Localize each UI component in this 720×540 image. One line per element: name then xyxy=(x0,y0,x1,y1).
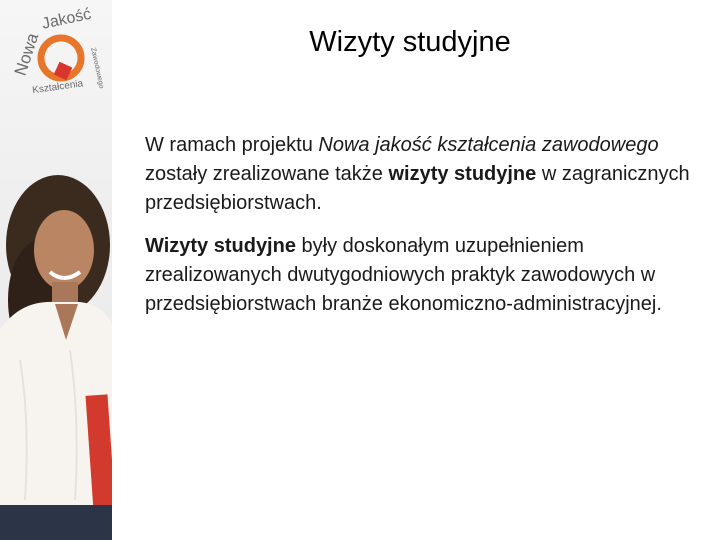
logo-text-ksztalcenia: Kształcenia xyxy=(31,78,84,97)
p1-text-3: w zagranicznych przedsiębiorstwach. xyxy=(145,163,690,214)
study-visits-bold: wizyty studyjne xyxy=(388,163,537,185)
paragraph-1 xyxy=(145,131,700,218)
student-photo xyxy=(0,0,112,540)
logo-text-jakosc: Jakość xyxy=(40,6,93,33)
logo-text-zawodowego: Zawodowego xyxy=(89,47,105,90)
project-name-italic: Nowa jakość kształcenia zawodowego xyxy=(318,134,659,156)
study-visits-bold-2: Wizyty studyjne xyxy=(145,235,296,257)
p1-text-2: zostały zrealizowane także xyxy=(145,163,389,185)
slide-content xyxy=(145,131,700,333)
p1-text-1: W ramach projektu xyxy=(145,134,319,156)
slide-title: Wizyty studyjne xyxy=(309,26,511,58)
paragraph-2 xyxy=(145,232,700,319)
p2-text: były doskonałym uzupełnieniem zrealizowanych dwutygodniowych praktyk zawodowych w przedsiębiorstwach branże ekonomiczno-administracyjnej. xyxy=(145,235,662,315)
logo-text-nowa: Nowa xyxy=(10,30,43,78)
project-logo xyxy=(6,6,110,102)
